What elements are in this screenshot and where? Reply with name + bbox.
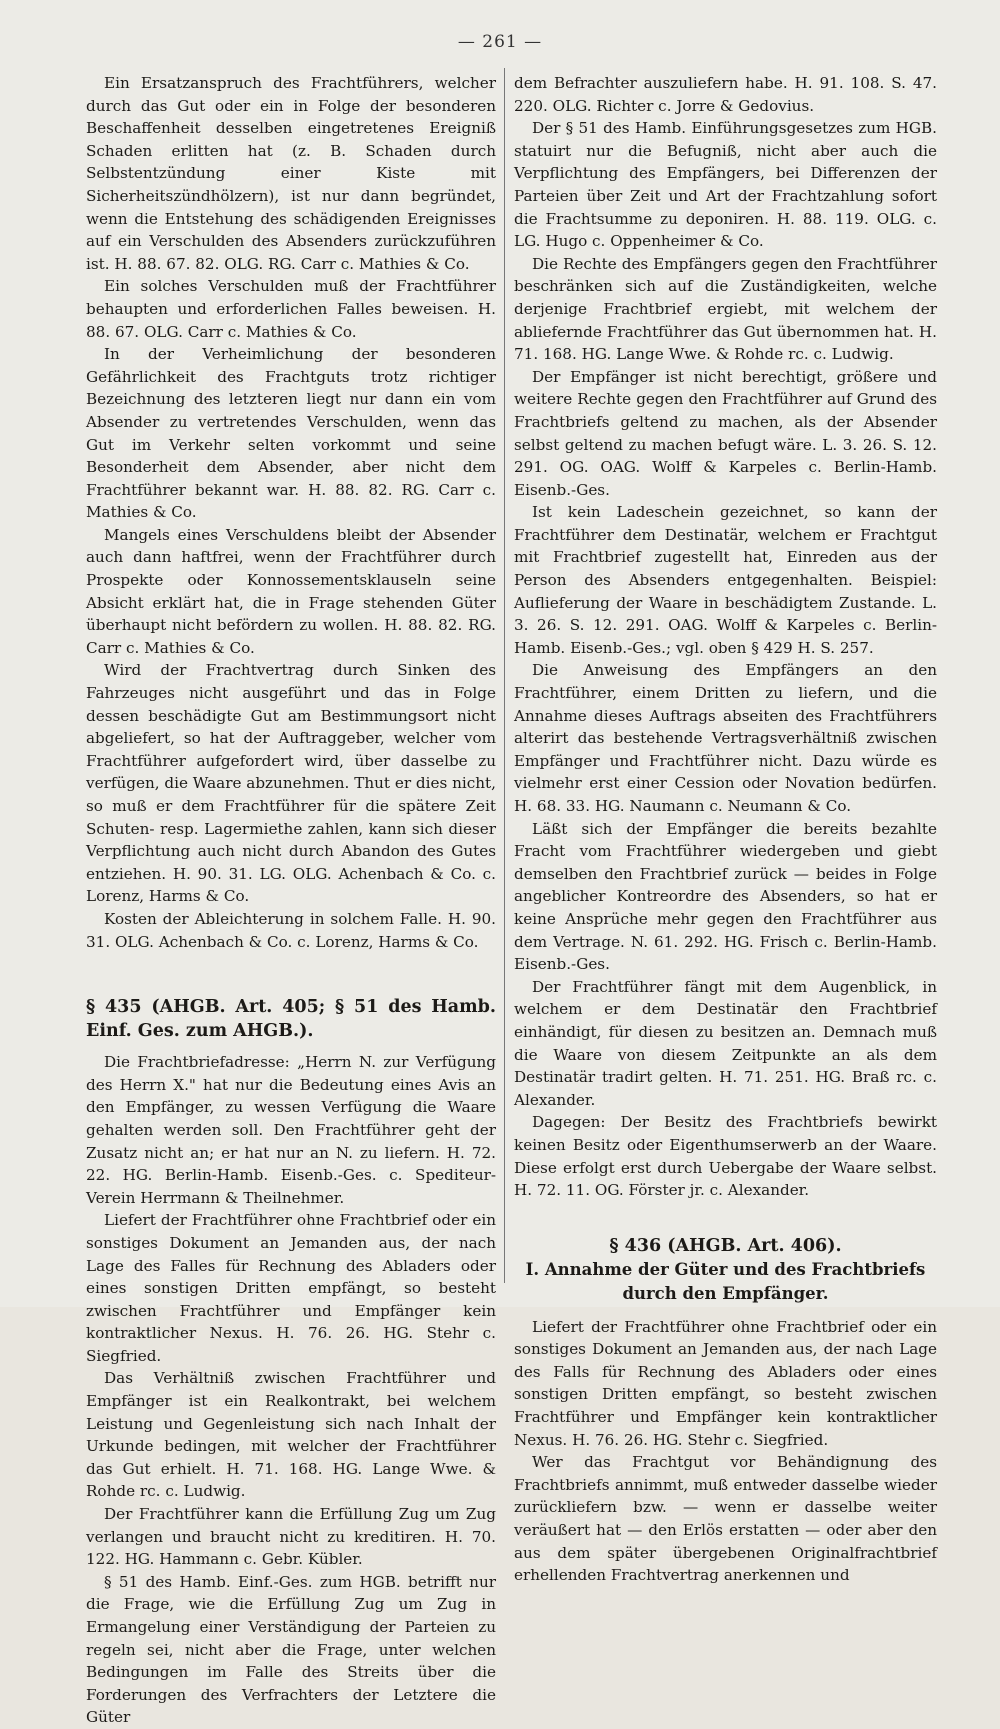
paragraph: Das Verhältniß zwischen Frachtführer und Empfänger ist ein Realkontrakt, bei welchem Leistung und Gegenleistung sich nach Inhalt der Urkunde bedingen, mit welcher der Frachtführer das Gut erhielt. H. 71. 168. HG. Lange Wwe. & Rohde rc. c. Ludwig. [86, 1369, 496, 1501]
column-divider [504, 68, 505, 1283]
page-number: — 261 — [457, 32, 543, 52]
paragraph: Mangels eines Verschuldens bleibt der Absender auch dann haftfrei, wenn der Frachtführer durch Prospekte oder Konnossementsklauseln seine Absicht erklärt hat, die in Frage stehenden Güter überhaupt nicht befördern zu wollen. H. 88. 82. RG. Carr c. Mathies & Co. [86, 525, 496, 657]
paragraph: Wird der Frachtvertrag durch Sinken des Fahrzeuges nicht ausgeführt und das in Folge dessen beschädigte Gut am Bestimmungsort nicht abgeliefert, so hat der Auftraggeber, welcher vom Frachtführer aufgefordert wird, über dasselbe zu verfügen, die Waare abzunehmen. Thut er dies nicht, so muß er dem Frachtführer für die spätere Zeit Schuten- resp. Lagermiethe zahlen, kann sich dieser Verpflichtung auch nicht durch Abandon des Gutes entziehen. H. 90. 31. LG. OLG. Achenbach & Co. c. Lorenz, Harms & Co. [86, 661, 496, 906]
paragraph: § 51 des Hamb. Einf.-Ges. zum HGB. betrifft nur die Frage, wie die Erfüllung Zug um Zug in Ermangelung einer Verständigung der Parteien zu regeln sei, nicht aber die Frage, unter welchen Bedingungen im Falle des Streits über die Forderungen des Verfrachters der Letztere die Güter [86, 1572, 496, 1727]
paragraph: Ein solches Verschulden muß der Frachtführer behaupten und erforderlichen Falles beweisen. H. 88. 67. OLG. Carr c. Mathies & Co. [86, 277, 496, 341]
paragraph: Der Empfänger ist nicht berechtigt, größere und weitere Rechte gegen den Frachtführer auf Grund des Frachtbriefs geltend zu machen, als der Absender selbst geltend zu machen befugt wäre. L. 3. 26. S. 12. 291. OG. OAG. Wolff & Karpeles c. Berlin-Hamb. Eisenb.-Ges. [514, 367, 937, 499]
section-heading-435: § 435 (AHGB. Art. 405; § 51 des Hamb. Einf. Ges. zum AHGB.). [86, 997, 496, 1042]
left-column [86, 72, 496, 1729]
paragraph: Die Rechte des Empfängers gegen den Frachtführer beschränken sich auf die Zuständigkeiten, welche derjenige Frachtbrief ergiebt, mit welchem der abliefernde Frachtführer das Gut übernommen hat. H. 71. 168. HG. Lange Wwe. & Rohde rc. c. Ludwig. [514, 254, 937, 364]
paragraph: Kosten der Ableichterung in solchem Falle. H. 90. 31. OLG. Achenbach & Co. c. Lorenz, Harms & Co. [86, 909, 496, 951]
paragraph: Ein Ersatzanspruch des Frachtführers, welcher durch das Gut oder ein in Folge der besonderen Beschaffenheit desselben eingetretenes Ereigniß Schaden erlitten hat (z. B. Schaden durch Selbstentzündung einer Kiste mit Sicherheitszündhölzern), ist nur dann begründet, wenn die Entstehung des schädigenden Ereignisses auf ein Verschulden des Absenders zurückzuführen ist. H. 88. 67. 82. OLG. RG. Carr c. Mathies & Co. [86, 74, 496, 273]
section-heading-436: § 436 (AHGB. Art. 406). [609, 1235, 842, 1256]
paragraph: In der Verheimlichung der besonderen Gefährlichkeit des Frachtguts trotz richtiger Bezeichnung des letzteren liegt nur dann ein vom Absender zu vertretendes Verschulden, wenn das Gut im Verkehr selten vorkommt und seine Besonderheit dem Absender, aber nicht dem Frachtführer bekannt war. H. 88. 82. RG. Carr c. Mathies & Co. [86, 345, 496, 522]
paragraph: Dagegen: Der Besitz des Frachtbriefs bewirkt keinen Besitz oder Eigenthumserwerb an der Waare. Diese erfolgt erst durch Uebergabe der Waare selbst. H. 72. 11. OG. Förster jr. c. Alexander. [514, 1113, 937, 1200]
paragraph: Die Frachtbriefadresse: „Herrn N. zur Verfügung des Herrn X." hat nur die Bedeutung eines Avis an den Empfänger, zu wessen Verfügung die Waare gehalten werden soll. Den Frachtführer geht der Zusatz nicht an; er hat nur an N. zu liefern. H. 72. 22. HG. Berlin-Hamb. Eisenb.-Ges. c. Spediteur-Verein Herrmann & Theilnehmer. [86, 1053, 496, 1207]
paragraph: Der Frachtführer fängt mit dem Augenblick, in welchem er dem Destinatär den Frachtbrief einhändigt, für diesen zu besitzen an. Demnach muß die Waare von diesem Zeitpunkte an als dem Destinatär tradirt gelten. H. 71. 251. HG. Braß rc. c. Alexander. [514, 977, 937, 1109]
paragraph: Wer das Frachtgut vor Behändignung des Frachtbriefs annimmt, muß entweder dasselbe wieder zurückliefern bzw. — wenn er dasselbe weiter veräußert hat — den Erlös erstatten — oder aber den aus dem später übergebenen Originalfrachtbrief erhellenden Frachtvertrag anerkennen und [514, 1453, 937, 1585]
paragraph: Ist kein Ladeschein gezeichnet, so kann der Frachtführer dem Destinatär, welchem er Frachtgut mit Frachtbrief zugestellt hat, Einreden aus der Person des Absenders entgegenhalten. Beispiel: Auflieferung der Waare in beschädigtem Zustande. L. 3. 26. S. 12. 291. OAG. Wolff & Karpeles c. Berlin-Hamb. Eisenb.-Ges.; vgl. oben § 429 H. S. 257. [514, 503, 937, 657]
paragraph: Der Frachtführer kann die Erfüllung Zug um Zug verlangen und braucht nicht zu kreditiren. H. 70. 122. HG. Hammann c. Gebr. Kübler. [86, 1505, 496, 1569]
right-column [514, 72, 937, 1587]
paragraph: Liefert der Frachtführer ohne Frachtbrief oder ein sonstiges Dokument an Jemanden aus, der nach Lage des Falls für Rechnung des Abladers oder eines sonstigen Dritten empfängt, so besteht zwischen Frachtführer und Empfänger kein kontraktlicher Nexus. H. 76. 26. HG. Stehr c. Siegfried. [514, 1317, 937, 1449]
paragraph: Die Anweisung des Empfängers an den Frachtführer, einem Dritten zu liefern, und die Annahme dieses Auftrags abseiten des Frachtführers alterirt das bestehende Vertragsverhältniß zwischen Empfänger und Frachtführer nicht. Dazu würde es vielmehr erst einer Cession oder Novation bedürfen. H. 68. 33. HG. Naumann c. Neumann & Co. [514, 661, 937, 815]
subheading: I. Annahme der Güter und des Frachtbriefs durch den Empfänger. [525, 1259, 926, 1303]
paragraph: Läßt sich der Empfänger die bereits bezahlte Fracht vom Frachtführer wiedergeben und giebt demselben den Frachtbrief zurück — beides in Folge angeblicher Kontreordre des Absenders, so hat er keine Ansprüche mehr gegen den Frachtführer aus dem Vertrage. N. 61. 292. HG. Frisch c. Berlin-Hamb. Eisenb.-Ges. [514, 819, 937, 974]
paragraph: Der § 51 des Hamb. Einführungsgesetzes zum HGB. statuirt nur die Befugniß, nicht aber auch die Verpflichtung des Empfängers, bei Differenzen der Parteien über Zeit und Art der Frachtzahlung sofort die Frachtsumme zu deponiren. H. 88. 119. OLG. c. LG. Hugo c. Oppenheimer & Co. [514, 119, 937, 251]
paragraph-continuation: dem Befrachter auszuliefern habe. H. 91. 108. S. 47. 220. OLG. Richter c. Jorre & Gedovius. [514, 74, 937, 115]
paragraph: Liefert der Frachtführer ohne Frachtbrief oder ein sonstiges Dokument an Jemanden aus, der nach Lage des Falles für Rechnung des Abladers oder eines sonstigen Dritten empfängt, so besteht zwischen Frachtführer und Empfänger kein kontraktlicher Nexus. H. 76. 26. HG. Stehr c. Siegfried. [86, 1211, 496, 1365]
